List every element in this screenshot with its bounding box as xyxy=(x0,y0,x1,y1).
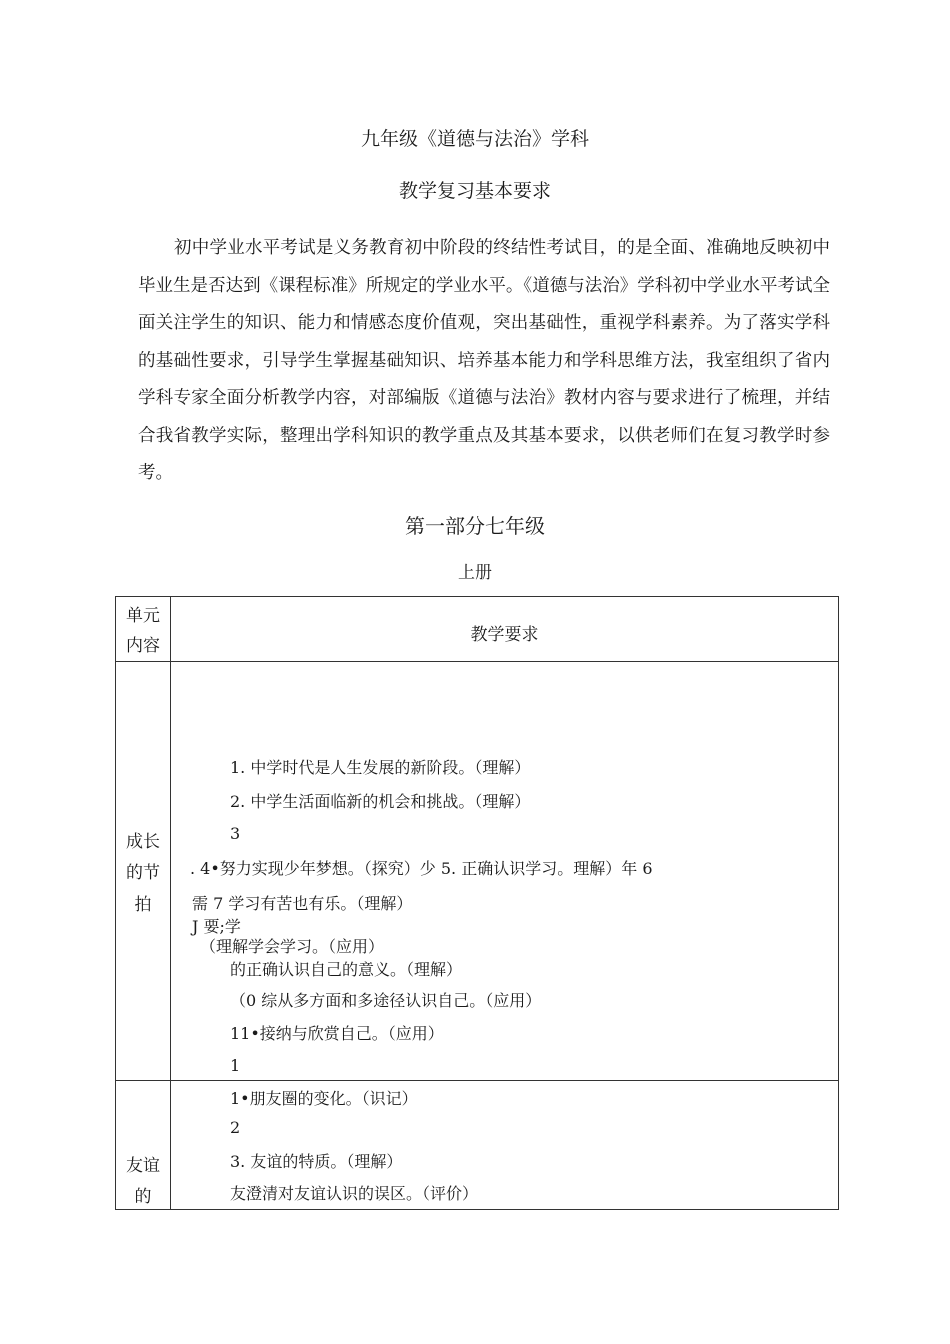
row1-unit-line3: 拍 xyxy=(134,895,152,915)
table-border-top xyxy=(115,596,839,597)
row2-line: 3. 友谊的特质。（理解） xyxy=(230,1152,403,1171)
table-border-bottom xyxy=(115,1209,839,1210)
row2-line: 友澄清对友谊认识的误区。（评价） xyxy=(230,1184,479,1203)
row2-line: 2 xyxy=(230,1118,241,1137)
row1-line: J 要;学 xyxy=(192,917,241,936)
intro-paragraph: 初中学业水平考试是义务教育初中阶段的终结性考试目，的是全面、准确地反映初中毕业生是否达到《课程标准》所规定的学业水平。《道德与法治》学科初中学业水平考试全面关注学生的知识、能力和情感态度价值观，突出基础性，重视学科素养。为了落实学科的基础性要求，引导学生掌握基础知识、培养基本能力和学科思维方法，我室组织了省内学科专家全面分析教学内容，对部编版《道德与法治》教材内容与要求进行了梳理，并结合我省教学实际，整理出学科知识的教学重点及其基本要求，以供老师们在复习教学时参考。 xyxy=(138,238,830,483)
table-border-row1 xyxy=(115,1080,839,1081)
document-title: 九年级《道德与法治》学科 xyxy=(360,128,589,150)
row1-line: 1 xyxy=(230,1056,241,1075)
row1-line: （理解学会学习。（应用） xyxy=(200,937,385,956)
row2-unit-line2: 的 xyxy=(134,1187,152,1207)
header-unit-line2: 内容 xyxy=(126,636,160,656)
volume-heading: 上册 xyxy=(458,563,492,583)
table-border-right xyxy=(838,596,839,1210)
row1-unit-line1: 成长 xyxy=(126,832,160,852)
row2-unit-line1: 友谊 xyxy=(126,1156,160,1176)
row1-line: 2. 中学生活面临新的机会和挑战。（理解） xyxy=(230,792,531,811)
row1-line: 1. 中学时代是人生发展的新阶段。（理解） xyxy=(230,758,531,777)
row1-line: 11•接纳与欣赏自己。（应用） xyxy=(230,1024,444,1043)
row1-line: 需 7 学习有苦也有乐。（理解） xyxy=(192,894,413,913)
row1-line: 的正确认识自己的意义。（理解） xyxy=(230,960,463,979)
header-unit-line1: 单元 xyxy=(126,606,160,626)
row1-unit-line2: 的节 xyxy=(126,863,160,883)
row1-line: 3 xyxy=(230,824,241,843)
table-divider xyxy=(170,596,171,1210)
table-border-header xyxy=(115,661,839,662)
row1-line: （0 综从多方面和多途径认识自己。（应用） xyxy=(230,991,542,1010)
section-heading: 第一部分七年级 xyxy=(405,514,545,538)
document-subtitle: 教学复习基本要求 xyxy=(398,180,551,202)
row1-line: . 4•努力实现少年梦想。（探究）少 5. 正确认识学习。理解）年 6 xyxy=(190,859,653,878)
row2-line: 1•朋友圈的变化。（识记） xyxy=(230,1089,418,1108)
header-requirements: 教学要求 xyxy=(470,625,539,645)
